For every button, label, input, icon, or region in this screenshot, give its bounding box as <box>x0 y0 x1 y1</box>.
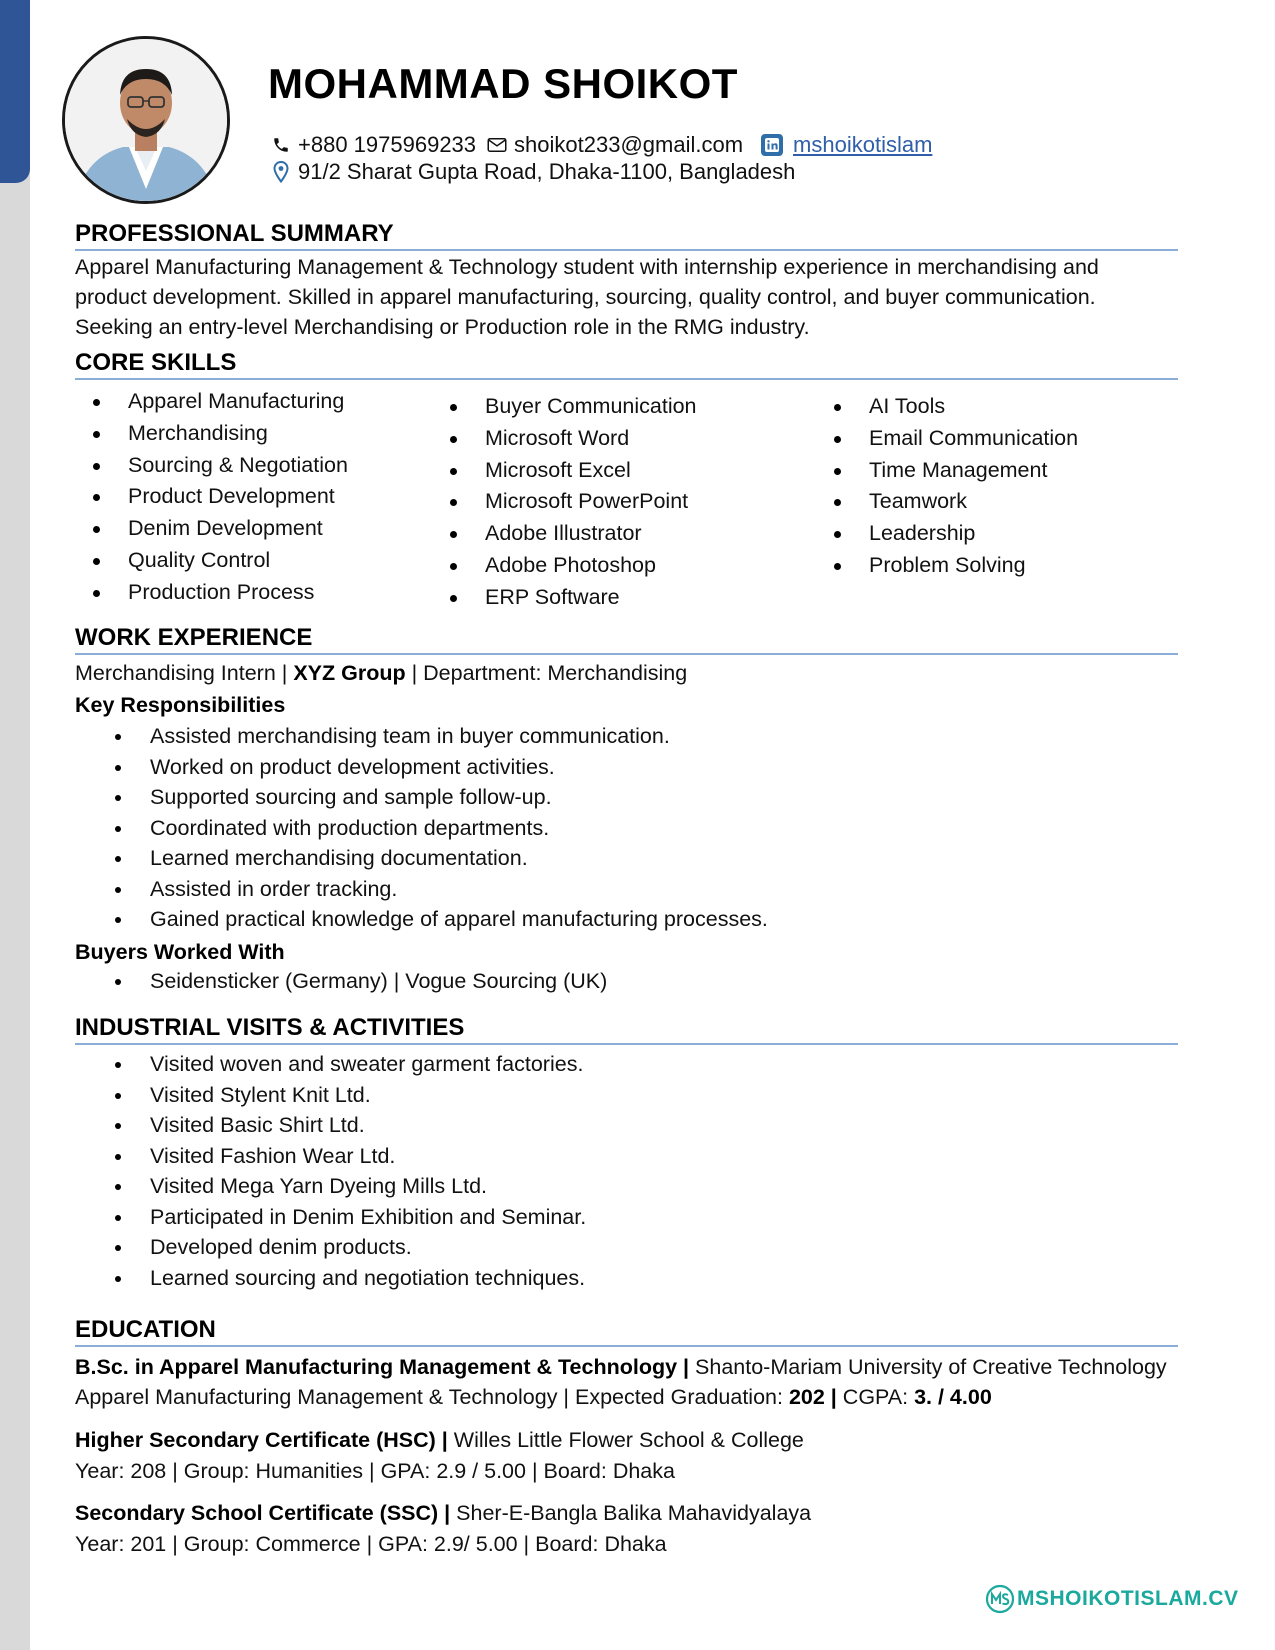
buyers-heading: Buyers Worked With <box>75 940 285 964</box>
skill-item: Quality Control <box>75 545 348 577</box>
work-department: | Department: Merchandising <box>405 661 688 685</box>
watermark-text: MSHOIKOTISLAM.CV <box>1017 1587 1239 1610</box>
hsc-school: Willes Little Flower School & College <box>447 1428 804 1452</box>
list-item: Supported sourcing and sample follow-up. <box>75 782 768 813</box>
summary-line: Seeking an entry-level Merchandising or Production role in the RMG industry. <box>75 315 810 339</box>
skills-column-1 <box>75 386 348 609</box>
education-heading: EDUCATION <box>75 1316 1178 1347</box>
skill-item: Adobe Photoshop <box>432 550 697 582</box>
skill-item: Teamwork <box>816 486 1078 518</box>
work-heading: WORK EXPERIENCE <box>75 624 1178 655</box>
list-item: Visited Mega Yarn Dyeing Mills Ltd. <box>75 1171 586 1202</box>
list-item: Assisted in order tracking. <box>75 874 768 905</box>
bsc-school: Shanto-Mariam University of Creative Technology <box>689 1355 1167 1379</box>
list-item: Coordinated with production departments. <box>75 813 768 844</box>
list-item: Seidensticker (Germany) | Vogue Sourcing (UK) <box>75 966 607 997</box>
linkedin-link[interactable]: mshoikotislam <box>793 132 933 157</box>
skill-item: Microsoft PowerPoint <box>432 486 697 518</box>
bsc-graduation-year: 202 | <box>788 1385 837 1409</box>
responsibilities-list <box>75 721 768 935</box>
list-item: Visited Stylent Knit Ltd. <box>75 1080 586 1111</box>
list-item: Visited Fashion Wear Ltd. <box>75 1141 586 1172</box>
ssc-degree: Secondary School Certificate (SSC) | <box>75 1501 451 1525</box>
list-item: Participated in Denim Exhibition and Seminar. <box>75 1202 586 1233</box>
hsc-degree: Higher Secondary Certificate (HSC) | <box>75 1428 448 1452</box>
summary-heading: PROFESSIONAL SUMMARY <box>75 220 1178 251</box>
skill-item: Apparel Manufacturing <box>75 386 348 418</box>
skill-item: Leadership <box>816 518 1078 550</box>
responsibilities-heading: Key Responsibilities <box>75 693 286 717</box>
left-margin-strip <box>0 0 30 1650</box>
visits-list <box>75 1049 586 1293</box>
skills-column-3 <box>816 391 1078 582</box>
ms-logo-icon <box>985 1584 1015 1614</box>
left-accent-tab <box>0 0 30 183</box>
bsc-degree: B.Sc. in Apparel Manufacturing Management & Technology | <box>75 1355 690 1379</box>
bsc-cgpa-label: CGPA: <box>836 1385 915 1409</box>
skill-item: Sourcing & Negotiation <box>75 450 348 482</box>
hsc-title-line <box>75 1425 804 1455</box>
list-item: Worked on product development activities. <box>75 752 768 783</box>
skill-item: Time Management <box>816 455 1078 487</box>
email-address[interactable]: shoikot233@gmail.com <box>514 132 744 157</box>
profile-photo <box>62 36 230 204</box>
summary-line: product development. Skilled in apparel manufacturing, sourcing, quality control, and buyer communication. <box>75 285 1096 309</box>
ssc-detail-line: Year: 201 | Group: Commerce | GPA: 2.9/ 5.00 | Board: Dhaka <box>75 1532 667 1556</box>
bsc-detail: Apparel Manufacturing Management & Technology | Expected Graduation: <box>75 1385 789 1409</box>
contact-row-address <box>270 159 795 185</box>
work-role: Merchandising Intern | <box>75 661 294 685</box>
skill-item: Microsoft Excel <box>432 455 697 487</box>
summary-line: Apparel Manufacturing Management & Technology student with internship experience in merchandising and <box>75 255 1099 279</box>
skill-item: Adobe Illustrator <box>432 518 697 550</box>
visits-heading: INDUSTRIAL VISITS & ACTIVITIES <box>75 1014 1178 1045</box>
list-item: Developed denim products. <box>75 1232 586 1263</box>
bsc-cgpa-value: 3. / 4.00 <box>914 1385 992 1409</box>
skills-column-2 <box>432 391 697 614</box>
skill-item: Email Communication <box>816 423 1078 455</box>
list-item: Visited Basic Shirt Ltd. <box>75 1110 586 1141</box>
watermark <box>985 1584 1239 1614</box>
skill-item: Problem Solving <box>816 550 1078 582</box>
skill-item: AI Tools <box>816 391 1078 423</box>
list-item: Visited woven and sweater garment factories. <box>75 1049 586 1080</box>
list-item: Gained practical knowledge of apparel manufacturing processes. <box>75 904 768 935</box>
skills-heading: CORE SKILLS <box>75 349 1178 380</box>
ssc-title-line <box>75 1498 811 1528</box>
hsc-detail-line: Year: 208 | Group: Humanities | GPA: 2.9 / 5.00 | Board: Dhaka <box>75 1459 675 1483</box>
buyers-list <box>75 966 607 997</box>
summary-text <box>75 252 1205 342</box>
list-item: Learned sourcing and negotiation techniques. <box>75 1263 586 1294</box>
address: 91/2 Sharat Gupta Road, Dhaka-1100, Bangladesh <box>298 159 796 184</box>
list-item: Assisted merchandising team in buyer communication. <box>75 721 768 752</box>
bsc-title-line <box>75 1352 1167 1382</box>
email-icon <box>486 134 508 156</box>
skill-item: ERP Software <box>432 582 697 614</box>
skill-item: Product Development <box>75 481 348 513</box>
phone-number: +880 1975969233 <box>298 132 477 157</box>
list-item: Learned merchandising documentation. <box>75 843 768 874</box>
skill-item: Denim Development <box>75 513 348 545</box>
linkedin-icon <box>761 134 783 156</box>
skill-item: Production Process <box>75 577 348 609</box>
work-company: XYZ Group <box>293 661 406 685</box>
candidate-name: MOHAMMAD SHOIKOT <box>268 60 738 107</box>
bsc-detail-line <box>75 1382 992 1412</box>
phone-icon <box>270 134 292 156</box>
location-pin-icon <box>270 161 292 183</box>
skill-item: Merchandising <box>75 418 348 450</box>
skill-item: Buyer Communication <box>432 391 697 423</box>
contact-row-primary <box>270 132 932 158</box>
skill-item: Microsoft Word <box>432 423 697 455</box>
ssc-school: Sher-E-Bangla Balika Mahavidyalaya <box>450 1501 812 1525</box>
work-role-line <box>75 658 687 688</box>
